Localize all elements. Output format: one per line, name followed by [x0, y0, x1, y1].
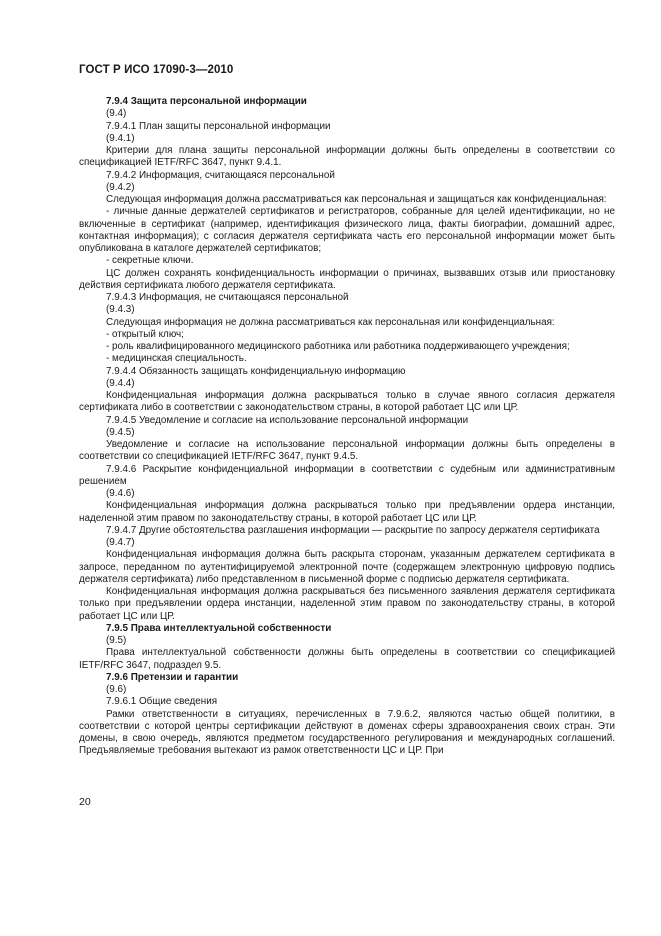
- paragraph: (9.4.2): [106, 181, 135, 193]
- paragraph: Следующая информация не должна рассматриваться как персональная или конфиденциальная:: [106, 316, 555, 328]
- paragraph: (9.4.3): [106, 304, 135, 316]
- paragraph: Права интеллектуальной собственности должны быть определены в соответствии со спецификацией IETF/RFC 3647, подраздел 9.5.: [79, 647, 615, 671]
- paragraph: 7.9.4.4 Обязанность защищать конфиденциальную информацию: [106, 365, 406, 377]
- paragraph: Конфиденциальная информация должна раскрываться только при предъявлении ордера инстанции, наделенной этим правом по законодательству страны, в которой работает ЦС или ЦР.: [79, 500, 615, 524]
- paragraph: Конфиденциальная информация должна раскрываться без письменного заявления держателя сертификата только при предъявлении ордера инстанции, наделенной этим правом по законодательству страны, в которой работает ЦС или ЦР.: [79, 586, 615, 622]
- paragraph: 7.9.4.1 План защиты персональной информации: [106, 120, 331, 132]
- list-item: - роль квалифицированного медицинского работника или работника поддерживающего учреждения;: [106, 341, 570, 352]
- paragraph: ЦС должен сохранять конфиденциальность информации о причинах, вызвавших отзыв или приостановку действия сертификата любого держателя сертификата.: [79, 267, 615, 291]
- page-number: 20: [79, 796, 91, 808]
- section-heading: 7.9.4 Защита персональной информации: [106, 96, 307, 107]
- paragraph: (9.4.6): [106, 488, 135, 499]
- document-header: ГОСТ Р ИСО 17090-3—2010: [79, 64, 234, 76]
- paragraph: Следующая информация должна рассматриваться как персональная и защищаться как конфиденциальная:: [106, 194, 607, 205]
- paragraph: (9.4): [106, 108, 127, 120]
- paragraph: Критерии для плана защиты персональной информации должны быть определены в соответствии со спецификацией IETF/RFC 3647, пункт 9.4.1.: [79, 145, 615, 169]
- paragraph: Уведомление и согласие на использование персональной информации должны быть определены в соответствии со спецификацией IETF/RFC 3647, пункт 9.4.5.: [79, 439, 615, 463]
- paragraph: 7.9.6.1 Общие сведения: [106, 696, 218, 708]
- list-item: - личные данные держателей сертификатов и регистраторов, собранные для целей идентификации, но не включенные в сертификат (например, идентификация физического лица, факты биографии, домашний адрес, контактная информация); с согласия держателя сертификата часть его персональной информации может быть опубликована в каталоге держателей сертификатов;: [79, 206, 615, 254]
- paragraph: Конфиденциальная информация должна быть раскрыта сторонам, указанным держателем сертификата в запросе, переданном по аутентифицируемой электронной почте (содержащем электронную цифровую подпись держателя сертификата) либо представленном в письменной форме с подписью держателя сертификата.: [79, 549, 615, 585]
- section-heading: 7.9.5 Права интеллектуальной собственности: [106, 622, 332, 634]
- paragraph: Конфиденциальная информация должна раскрываться только в случае явного согласия держателя сертификата либо в соответствии с законодательством страны, в которой работает ЦС или ЦР.: [79, 390, 615, 414]
- document-body: [79, 96, 615, 758]
- paragraph: 7.9.4.2 Информация, считающаяся персональной: [106, 169, 335, 181]
- section-heading: 7.9.6 Претензии и гарантии: [106, 671, 239, 683]
- paragraph: Рамки ответственности в ситуациях, перечисленных в 7.9.6.2, являются частью общей политики, в соответствии с которой центры сертификации действуют в доменах сферы здравоохранения своих стран. Эти домены, в свою очередь, являются предметом государственного регулирования и международных соглашений. Предъявляемые требования вытекают из рамок ответственности ЦС и ЦР. При: [79, 708, 615, 757]
- paragraph: 7.9.4.7 Другие обстоятельства разглашения информации — раскрытие по запросу держателя сертификата: [106, 524, 600, 536]
- paragraph: (9.5): [106, 635, 127, 646]
- paragraph: 7.9.4.6 Раскрытие конфиденциальной информации в соответствии с судебным или административным решением: [79, 463, 615, 487]
- paragraph: 7.9.4.3 Информация, не считающаяся персональной: [106, 292, 349, 303]
- paragraph: (9.4.5): [106, 426, 135, 438]
- paragraph: (9.4.7): [106, 537, 135, 548]
- list-item: - медицинская специальность.: [106, 353, 247, 365]
- list-item: - секретные ключи.: [106, 255, 194, 267]
- paragraph: 7.9.4.5 Уведомление и согласие на использование персональной информации: [106, 414, 469, 426]
- paragraph: (9.4.1): [106, 132, 135, 144]
- paragraph: (9.4.4): [106, 377, 135, 389]
- list-item: - открытый ключ;: [106, 328, 184, 340]
- paragraph: (9.6): [106, 684, 127, 695]
